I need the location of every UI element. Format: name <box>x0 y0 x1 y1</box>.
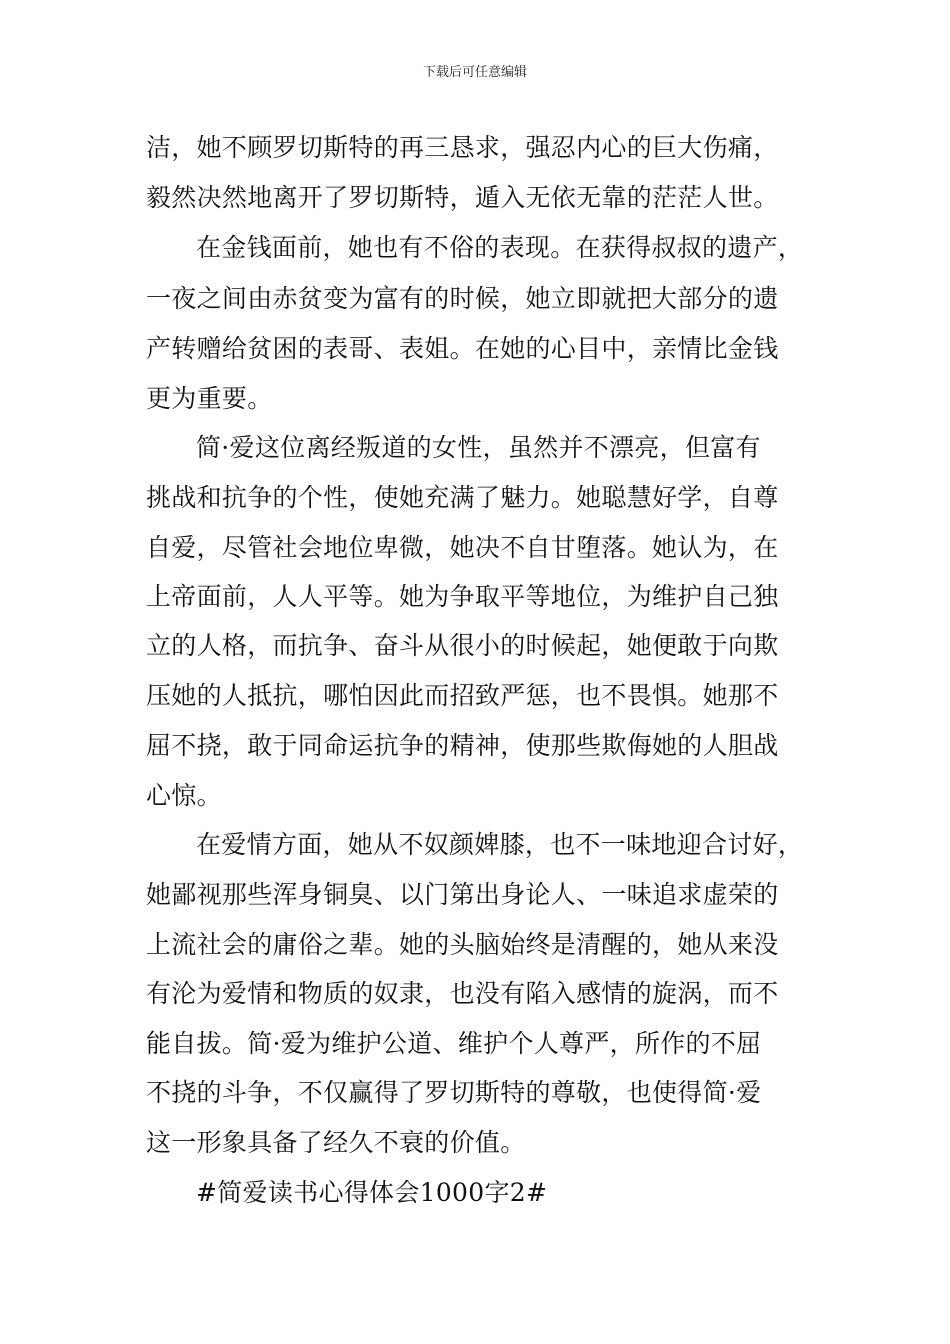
text-line: 毅然决然地离开了罗切斯特，遁入无依无靠的茫茫人世。 <box>146 183 779 212</box>
text-line: 自爱，尽管社会地位卑微，她决不自甘堕落。她认为，在 <box>146 533 779 562</box>
text-line: 屈不挠，敢于同命运抗争的精神，使那些欺侮她的人胆战 <box>146 731 779 760</box>
text-line: 洁，她不顾罗切斯特的再三恳求，强忍内心的巨大伤痛， <box>146 133 779 162</box>
paragraph-first-line: 在爱情方面，她从不奴颜婢膝，也不一味地迎合讨好， <box>196 830 804 859</box>
text-line: 上帝面前，人人平等。她为争取平等地位，为维护自己独 <box>146 582 779 611</box>
text-line: 她鄙视那些浑身铜臭、以门第出身论人、一味追求虚荣的 <box>146 880 779 909</box>
text-line: 不挠的斗争，不仅赢得了罗切斯特的尊敬，也使得简·爱 <box>146 1078 762 1107</box>
text-line: 挑战和抗争的个性，使她充满了魅力。她聪慧好学，自尊 <box>146 483 779 512</box>
page-header: 下载后可任意编辑 <box>422 65 527 80</box>
paragraph-first-line: 在金钱面前，她也有不俗的表现。在获得叔叔的遗产， <box>196 233 804 262</box>
text-line: 产转赠给贫困的表哥、表姐。在她的心目中，亲情比金钱 <box>146 334 779 363</box>
text-line: 一夜之间由赤贫变为富有的时候，她立即就把大部分的遗 <box>146 284 779 313</box>
text-line: 上流社会的庸俗之辈。她的头脑始终是清醒的，她从来没 <box>146 930 779 959</box>
text-line: 心惊。 <box>146 781 222 810</box>
text-line: 立的人格，而抗争、奋斗从很小的时候起，她便敢于向欺 <box>146 631 779 660</box>
text-line: 能自拔。简·爱为维护公道、维护个人尊严，所作的不屈 <box>146 1029 762 1058</box>
paragraph-first-line: 简·爱这位离经叛道的女性，虽然并不漂亮，但富有 <box>196 433 761 462</box>
text-line: 有沦为爱情和物质的奴隶，也没有陷入感情的旋涡，而不 <box>146 979 779 1008</box>
text-line: 更为重要。 <box>146 384 273 413</box>
section-heading: #简爱读书心得体会1000字2# <box>196 1178 548 1207</box>
text-line: 压她的人抵抗，哪怕因此而招致严惩，也不畏惧。她那不 <box>146 681 779 710</box>
text-line: 这一形象具备了经久不衰的价值。 <box>146 1128 526 1157</box>
